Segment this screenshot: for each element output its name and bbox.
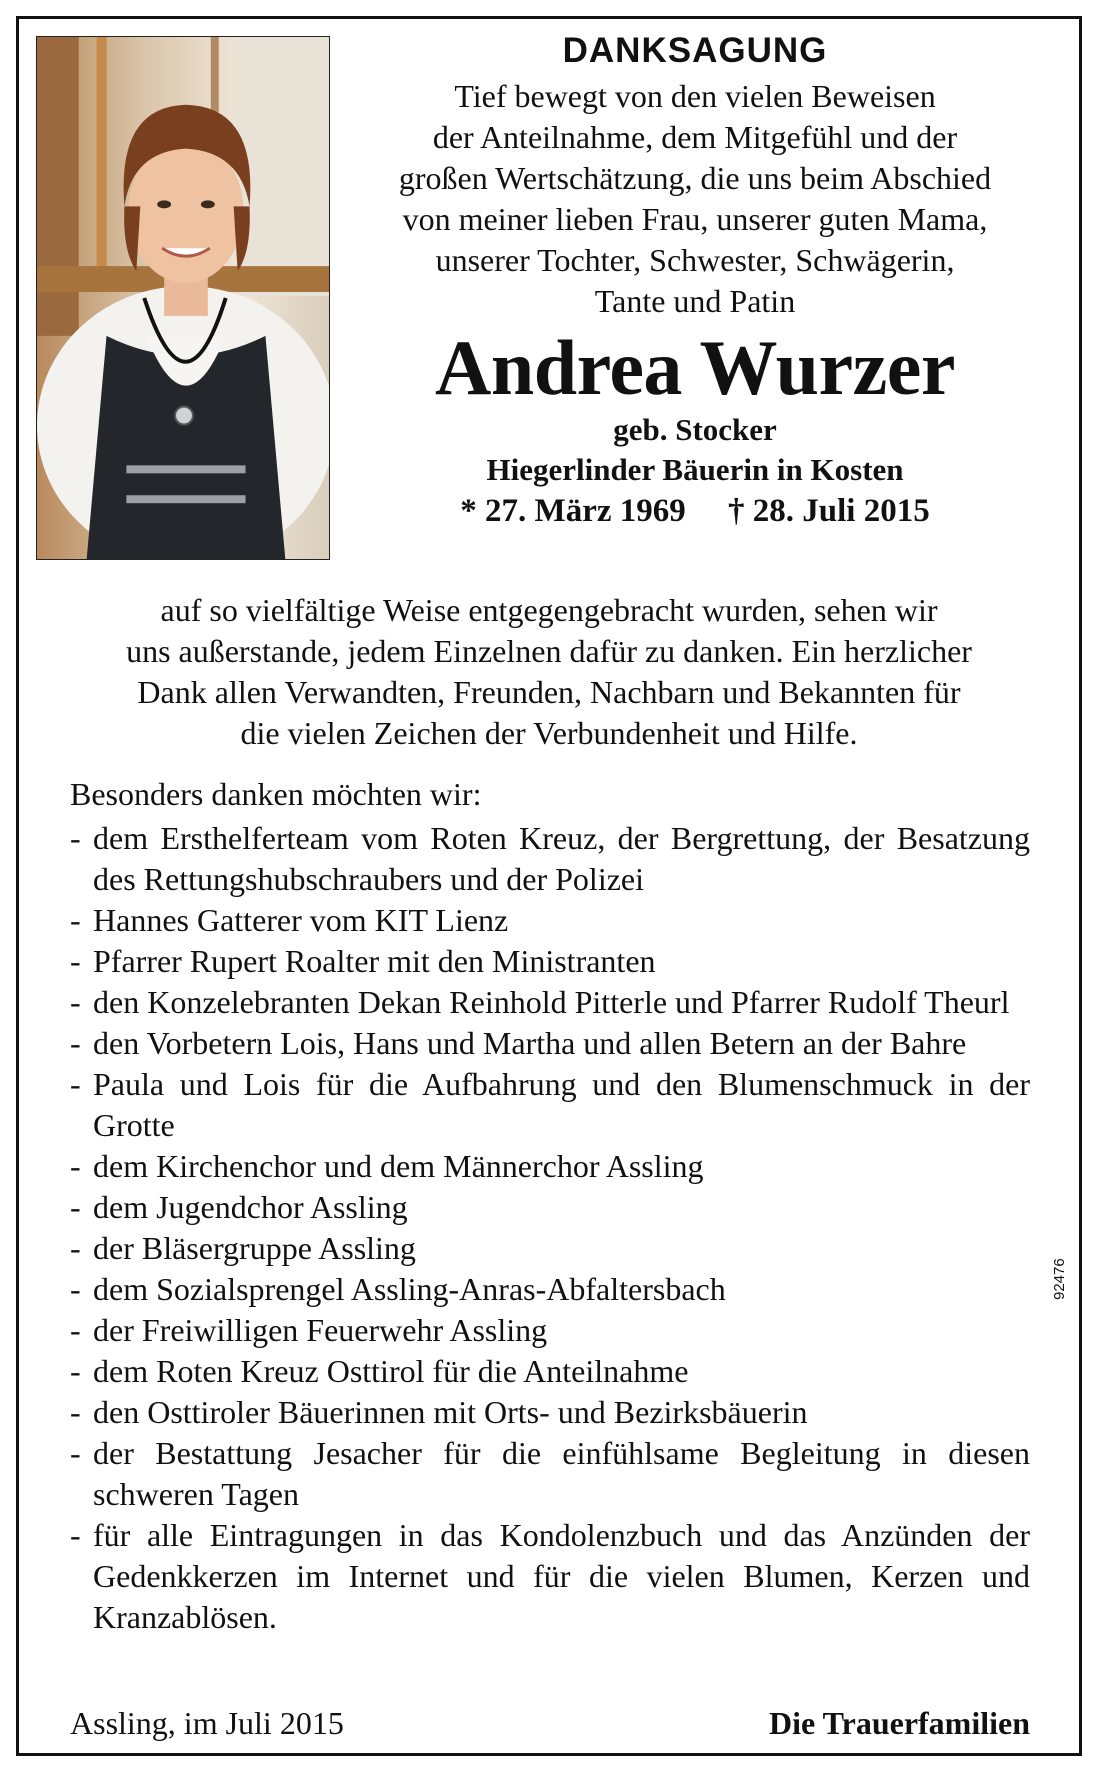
intro-line: großen Wertschätzung, die uns beim Abschied [398,160,992,196]
portrait-photo [36,36,330,560]
notice-title: DANKSAGUNG [562,31,828,70]
list-item: - dem Sozialsprengel Assling-Anras-Abfaltersbach [70,1269,1030,1310]
list-item: - Pfarrer Rupert Roalter mit den Ministranten [70,941,1030,982]
list-item: - dem Jugendchor Assling [70,1187,1030,1228]
intro-line: Tief bewegt von den vielen Beweisen [454,78,936,114]
list-item: - der Bläsergruppe Assling [70,1228,1030,1269]
body-line: Dank allen Verwandten, Freunden, Nachbarn und Bekannten für [137,674,961,710]
list-item: - dem Ersthelferteam vom Roten Kreuz, der Bergrettung, der Besatzung des Rettungshubschraubers und der Polizei [70,818,1030,900]
role-description: Hiegerlinder Bäuerin in Kosten [486,452,904,487]
ad-code: 92476 [1051,1258,1068,1300]
thanks-section [70,774,1030,1638]
deceased-name: Andrea Wurzer [435,324,955,411]
body-line: auf so vielfältige Weise entgegengebracht wurden, sehen wir [160,592,938,628]
list-item: - den Vorbetern Lois, Hans und Martha und allen Betern an der Bahre [70,1023,1030,1064]
list-item: - dem Kirchenchor und dem Männerchor Assling [70,1146,1030,1187]
list-item: - der Bestattung Jesacher für die einfühlsame Begleitung in diesen schweren Tagen [70,1433,1030,1515]
death-date: † 28. Juli 2015 [728,493,930,529]
intro-line: unserer Tochter, Schwester, Schwägerin, [435,242,955,278]
intro-text [350,76,1040,322]
place-date: Assling, im Juli 2015 [70,1705,344,1741]
list-item: - den Osttiroler Bäuerinnen mit Orts- und Bezirksbäuerin [70,1392,1030,1433]
maiden-name: geb. Stocker [613,412,777,447]
thanks-list [70,818,1030,1638]
birth-date: * 27. März 1969 [460,493,686,529]
body-text [36,590,1062,754]
intro-line: der Anteilnahme, dem Mitgefühl und der [432,119,958,155]
body-line: die vielen Zeichen der Verbundenheit und Hilfe. [240,715,858,751]
footer [70,1702,1030,1744]
life-dates [350,490,1040,532]
list-item: - Hannes Gatterer vom KIT Lienz [70,900,1030,941]
intro-line: Tante und Patin [594,283,796,319]
intro-line: von meiner lieben Frau, unserer guten Mama, [402,201,988,237]
list-item: - den Konzelebranten Dekan Reinhold Pitterle und Pfarrer Rudolf Theurl [70,982,1030,1023]
header-block [350,26,1040,532]
signature: Die Trauerfamilien [769,1705,1030,1741]
thanks-heading: Besonders danken möchten wir: [70,776,482,812]
list-item: - der Freiwilligen Feuerwehr Assling [70,1310,1030,1351]
list-item: - dem Roten Kreuz Osttirol für die Anteilnahme [70,1351,1030,1392]
list-item: - für alle Eintragungen in das Kondolenzbuch und das Anzünden der Gedenkkerzen im Internet und für die vielen Blumen, Kerzen und Kranzablösen. [70,1515,1030,1638]
body-line: uns außerstande, jedem Einzelnen dafür zu danken. Ein herzlicher [126,633,972,669]
list-item: - Paula und Lois für die Aufbahrung und den Blumenschmuck in der Grotte [70,1064,1030,1146]
